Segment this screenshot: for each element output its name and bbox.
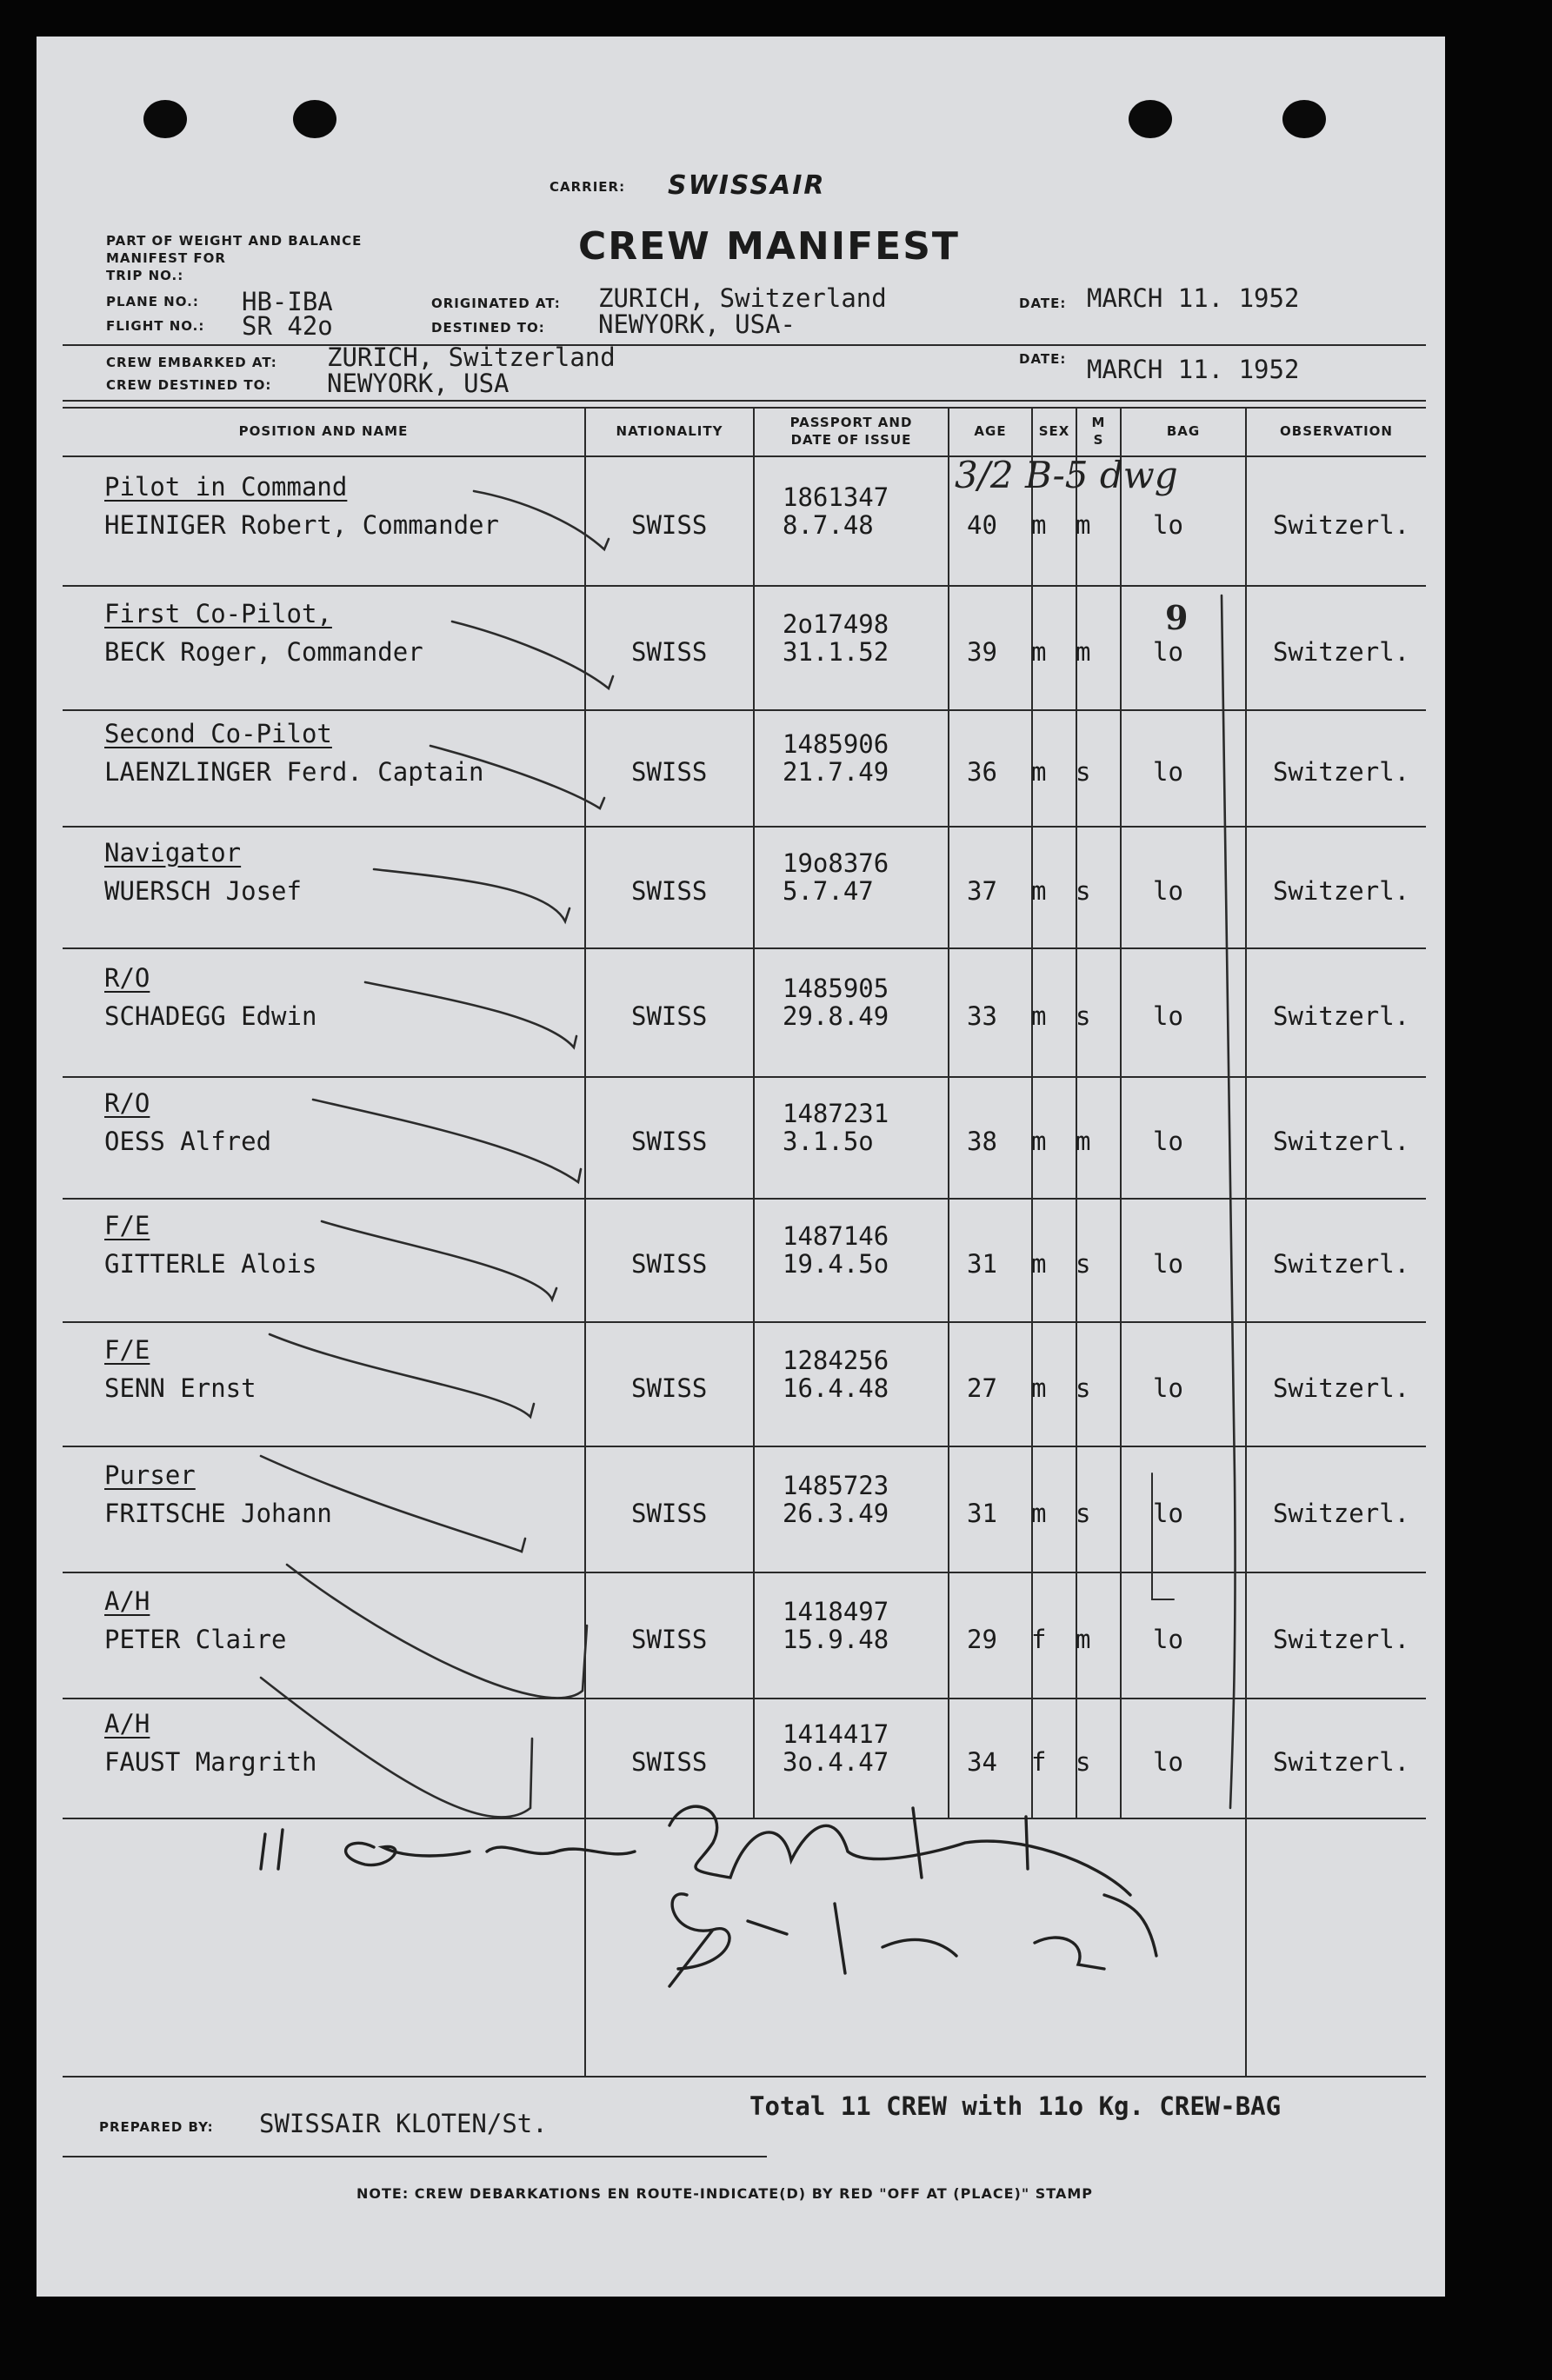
passport-issue-date: 19.4.5o xyxy=(783,1249,889,1279)
position-title: F/E xyxy=(104,1211,150,1240)
crew-name: SENN Ernst xyxy=(104,1373,256,1403)
destined-value: NEWYORK, USA- xyxy=(598,309,796,339)
crew-row xyxy=(63,949,1424,1078)
date-value: MARCH 11. 1952 xyxy=(1087,283,1300,313)
crew-embarked-label: CREW EMBARKED AT: xyxy=(106,355,277,370)
position-title: F/E xyxy=(104,1334,150,1365)
age-value: 40 xyxy=(967,509,997,540)
marital-status-value: s xyxy=(1076,1747,1091,1777)
col-header-observation: OBSERVATION xyxy=(1280,423,1393,439)
observation-value: Switzerl. xyxy=(1273,1249,1410,1279)
position-title: Pilot in Command xyxy=(104,471,348,502)
position-title: A/H xyxy=(104,1709,150,1738)
bag-value: lo xyxy=(1153,1373,1183,1403)
passport-number: 1414417 xyxy=(783,1719,889,1749)
prepared-by-label: PREPARED BY: xyxy=(99,2119,214,2135)
crew-row xyxy=(63,1323,1424,1447)
nationality-value: SWISS xyxy=(631,876,708,906)
flight-no-label: FLIGHT NO.: xyxy=(106,318,205,334)
crew-name: OESS Alfred xyxy=(104,1127,272,1156)
observation-value: Switzerl. xyxy=(1273,757,1410,787)
observation-value: Switzerl. xyxy=(1273,636,1410,667)
nationality-value: SWISS xyxy=(631,1249,708,1279)
passport-issue-date: 3o.4.47 xyxy=(783,1747,889,1777)
table-bottom-border xyxy=(63,2076,1426,2078)
sex-value: m xyxy=(1031,1127,1047,1156)
passport-issue-date: 29.8.49 xyxy=(783,1001,889,1031)
col-header-ms-s: S xyxy=(1093,432,1104,448)
crew-row xyxy=(63,1699,1424,1819)
crew-row xyxy=(63,1200,1424,1323)
passport-issue-date: 3.1.5o xyxy=(783,1127,874,1156)
date-label: DATE: xyxy=(1019,296,1067,311)
bag-value: lo xyxy=(1153,1249,1183,1279)
marital-status-value: s xyxy=(1076,1001,1091,1031)
bag-value: lo xyxy=(1153,757,1183,787)
crew-name: HEINIGER Robert, Commander xyxy=(104,509,499,540)
crew-row xyxy=(63,711,1424,828)
divider xyxy=(63,344,1426,346)
passport-number: 1485905 xyxy=(783,974,889,1003)
observation-value: Switzerl. xyxy=(1273,1001,1410,1031)
age-value: 39 xyxy=(967,636,997,667)
age-value: 31 xyxy=(967,1249,997,1279)
crew-name: LAENZLINGER Ferd. Captain xyxy=(104,757,484,787)
position-title: Purser xyxy=(104,1459,196,1490)
crew-row xyxy=(63,457,1424,587)
sex-value: f xyxy=(1031,1624,1047,1654)
prepared-by-value: SWISSAIR KLOTEN/St. xyxy=(259,2109,548,2138)
crew-embarked-value: ZURICH, Switzerland xyxy=(327,342,616,372)
sex-value: m xyxy=(1031,757,1047,787)
position-title: Second Co-Pilot xyxy=(104,719,332,748)
handwritten-note-row1: 3/2 B-5 dwg xyxy=(955,454,1178,496)
destined-label: DESTINED TO: xyxy=(431,320,545,336)
crew-name: FAUST Margrith xyxy=(104,1747,317,1777)
passport-issue-date: 21.7.49 xyxy=(783,757,889,787)
crew-destined-label: CREW DESTINED TO: xyxy=(106,377,272,393)
marital-status-value: s xyxy=(1076,1373,1091,1403)
sex-value: m xyxy=(1031,509,1047,540)
footer-note: NOTE: CREW DEBARKATIONS EN ROUTE-INDICATE(D) BY RED "OFF AT (PLACE)" STAMP xyxy=(356,2185,1093,2202)
col-header-passport-line2: DATE OF ISSUE xyxy=(790,432,912,448)
marital-status-value: m xyxy=(1076,509,1091,540)
age-value: 33 xyxy=(967,1001,997,1031)
col-header-age: AGE xyxy=(974,423,1007,439)
col-header-position: POSITION AND NAME xyxy=(238,423,409,439)
passport-number: 1487146 xyxy=(783,1221,889,1251)
page-title: CREW MANIFEST xyxy=(578,224,960,269)
age-value: 29 xyxy=(967,1624,997,1654)
position-title: R/O xyxy=(104,963,150,993)
passport-issue-date: 31.1.52 xyxy=(783,636,889,667)
observation-value: Switzerl. xyxy=(1273,509,1410,540)
plane-no-label: PLANE NO.: xyxy=(106,294,199,309)
marital-status-value: m xyxy=(1076,1127,1091,1156)
crew-name: BECK Roger, Commander xyxy=(104,636,423,667)
age-value: 37 xyxy=(967,876,997,906)
crew-name: GITTERLE Alois xyxy=(104,1249,317,1279)
col-header-ms-m: M xyxy=(1091,415,1106,430)
bag-value: lo xyxy=(1153,1747,1183,1777)
crew-destined-value: NEWYORK, USA xyxy=(327,369,510,398)
bag-value: lo xyxy=(1153,1498,1183,1528)
total-line: Total 11 CREW with 11o Kg. CREW-BAG xyxy=(749,2091,1282,2121)
passport-number: 1418497 xyxy=(783,1596,889,1626)
age-value: 34 xyxy=(967,1747,997,1777)
observation-value: Switzerl. xyxy=(1273,1498,1410,1528)
observation-value: Switzerl. xyxy=(1273,1373,1410,1403)
observation-value: Switzerl. xyxy=(1273,1127,1410,1156)
sex-value: m xyxy=(1031,1373,1047,1403)
position-title: A/H xyxy=(104,1586,150,1616)
passport-number: 1284256 xyxy=(783,1345,889,1375)
sex-value: m xyxy=(1031,1249,1047,1279)
passport-issue-date: 26.3.49 xyxy=(783,1498,889,1528)
date2-value: MARCH 11. 1952 xyxy=(1087,355,1300,384)
originated-label: ORIGINATED AT: xyxy=(431,296,561,311)
punch-hole xyxy=(143,100,187,138)
col-header-nationality: NATIONALITY xyxy=(616,423,723,439)
crew-row xyxy=(63,1573,1424,1699)
age-value: 36 xyxy=(967,757,997,787)
passport-issue-date: 5.7.47 xyxy=(783,876,874,906)
observation-value: Switzerl. xyxy=(1273,876,1410,906)
crew-name: WUERSCH Josef xyxy=(104,876,302,906)
bag-value: lo xyxy=(1153,1624,1183,1654)
divider xyxy=(63,400,1426,402)
originated-value: ZURICH, Switzerland xyxy=(598,283,887,313)
date2-label: DATE: xyxy=(1019,351,1067,367)
nationality-value: SWISS xyxy=(631,636,708,667)
nationality-value: SWISS xyxy=(631,1373,708,1403)
sex-value: m xyxy=(1031,1498,1047,1528)
sex-value: m xyxy=(1031,876,1047,906)
nationality-value: SWISS xyxy=(631,1127,708,1156)
crew-name: PETER Claire xyxy=(104,1624,287,1654)
observation-value: Switzerl. xyxy=(1273,1624,1410,1654)
bag-value: lo xyxy=(1153,1001,1183,1031)
table-top-border xyxy=(63,407,1426,409)
position-title: First Co-Pilot, xyxy=(104,598,332,628)
passport-number: 2o17498 xyxy=(783,608,889,639)
marital-status-value: s xyxy=(1076,1498,1091,1528)
passport-number: 19o8376 xyxy=(783,848,889,878)
bag-value: lo xyxy=(1153,509,1183,540)
handwritten-bag-note: 9 xyxy=(1165,598,1189,637)
nationality-value: SWISS xyxy=(631,1747,708,1777)
crew-row xyxy=(63,587,1424,711)
punch-hole xyxy=(1129,100,1172,138)
age-value: 38 xyxy=(967,1127,997,1156)
passport-number: 1485723 xyxy=(783,1470,889,1500)
crew-name: SCHADEGG Edwin xyxy=(104,1001,317,1031)
marital-status-value: m xyxy=(1076,1624,1091,1654)
manifest-for-label: MANIFEST FOR xyxy=(106,250,226,266)
marital-status-value: s xyxy=(1076,876,1091,906)
nationality-value: SWISS xyxy=(631,757,708,787)
nationality-value: SWISS xyxy=(631,1624,708,1654)
age-value: 31 xyxy=(967,1498,997,1528)
flight-no-value: SR 42o xyxy=(242,311,333,341)
marital-status-value: s xyxy=(1076,1249,1091,1279)
part-of-weight-label: PART OF WEIGHT AND BALANCE xyxy=(106,233,363,249)
passport-issue-date: 16.4.48 xyxy=(783,1373,889,1403)
passport-issue-date: 8.7.48 xyxy=(783,509,874,540)
crew-row xyxy=(63,1078,1424,1200)
bag-value: lo xyxy=(1153,1127,1183,1156)
col-header-sex: SEX xyxy=(1038,423,1070,439)
observation-value: Switzerl. xyxy=(1273,1747,1410,1777)
age-value: 27 xyxy=(967,1373,997,1403)
sex-value: f xyxy=(1031,1747,1047,1777)
crew-row xyxy=(63,828,1424,949)
position-title: Navigator xyxy=(104,838,242,868)
marital-status-value: s xyxy=(1076,757,1091,787)
trip-no-label: TRIP NO.: xyxy=(106,268,184,283)
nationality-value: SWISS xyxy=(631,1001,708,1031)
col-header-bag: BAG xyxy=(1166,423,1201,439)
position-title: R/O xyxy=(104,1088,150,1118)
passport-number: 1861347 xyxy=(783,482,889,512)
sex-value: m xyxy=(1031,636,1047,667)
passport-number: 1485906 xyxy=(783,729,889,759)
nationality-value: SWISS xyxy=(631,509,708,540)
bag-value: lo xyxy=(1153,636,1183,667)
divider xyxy=(63,2156,767,2157)
crew-name: FRITSCHE Johann xyxy=(104,1498,332,1528)
punch-hole xyxy=(293,100,336,138)
nationality-value: SWISS xyxy=(631,1498,708,1528)
crew-row xyxy=(63,1447,1424,1573)
passport-issue-date: 15.9.48 xyxy=(783,1624,889,1654)
marital-status-value: m xyxy=(1076,636,1091,667)
carrier-label: CARRIER: xyxy=(550,179,626,195)
sex-value: m xyxy=(1031,1001,1047,1031)
plane-no-value: HB-IBA xyxy=(242,287,333,316)
punch-hole xyxy=(1282,100,1326,138)
passport-number: 1487231 xyxy=(783,1099,889,1128)
carrier-name: SWISSAIR xyxy=(668,170,826,201)
col-header-passport-line1: PASSPORT AND xyxy=(789,415,913,430)
bag-value: lo xyxy=(1153,876,1183,906)
